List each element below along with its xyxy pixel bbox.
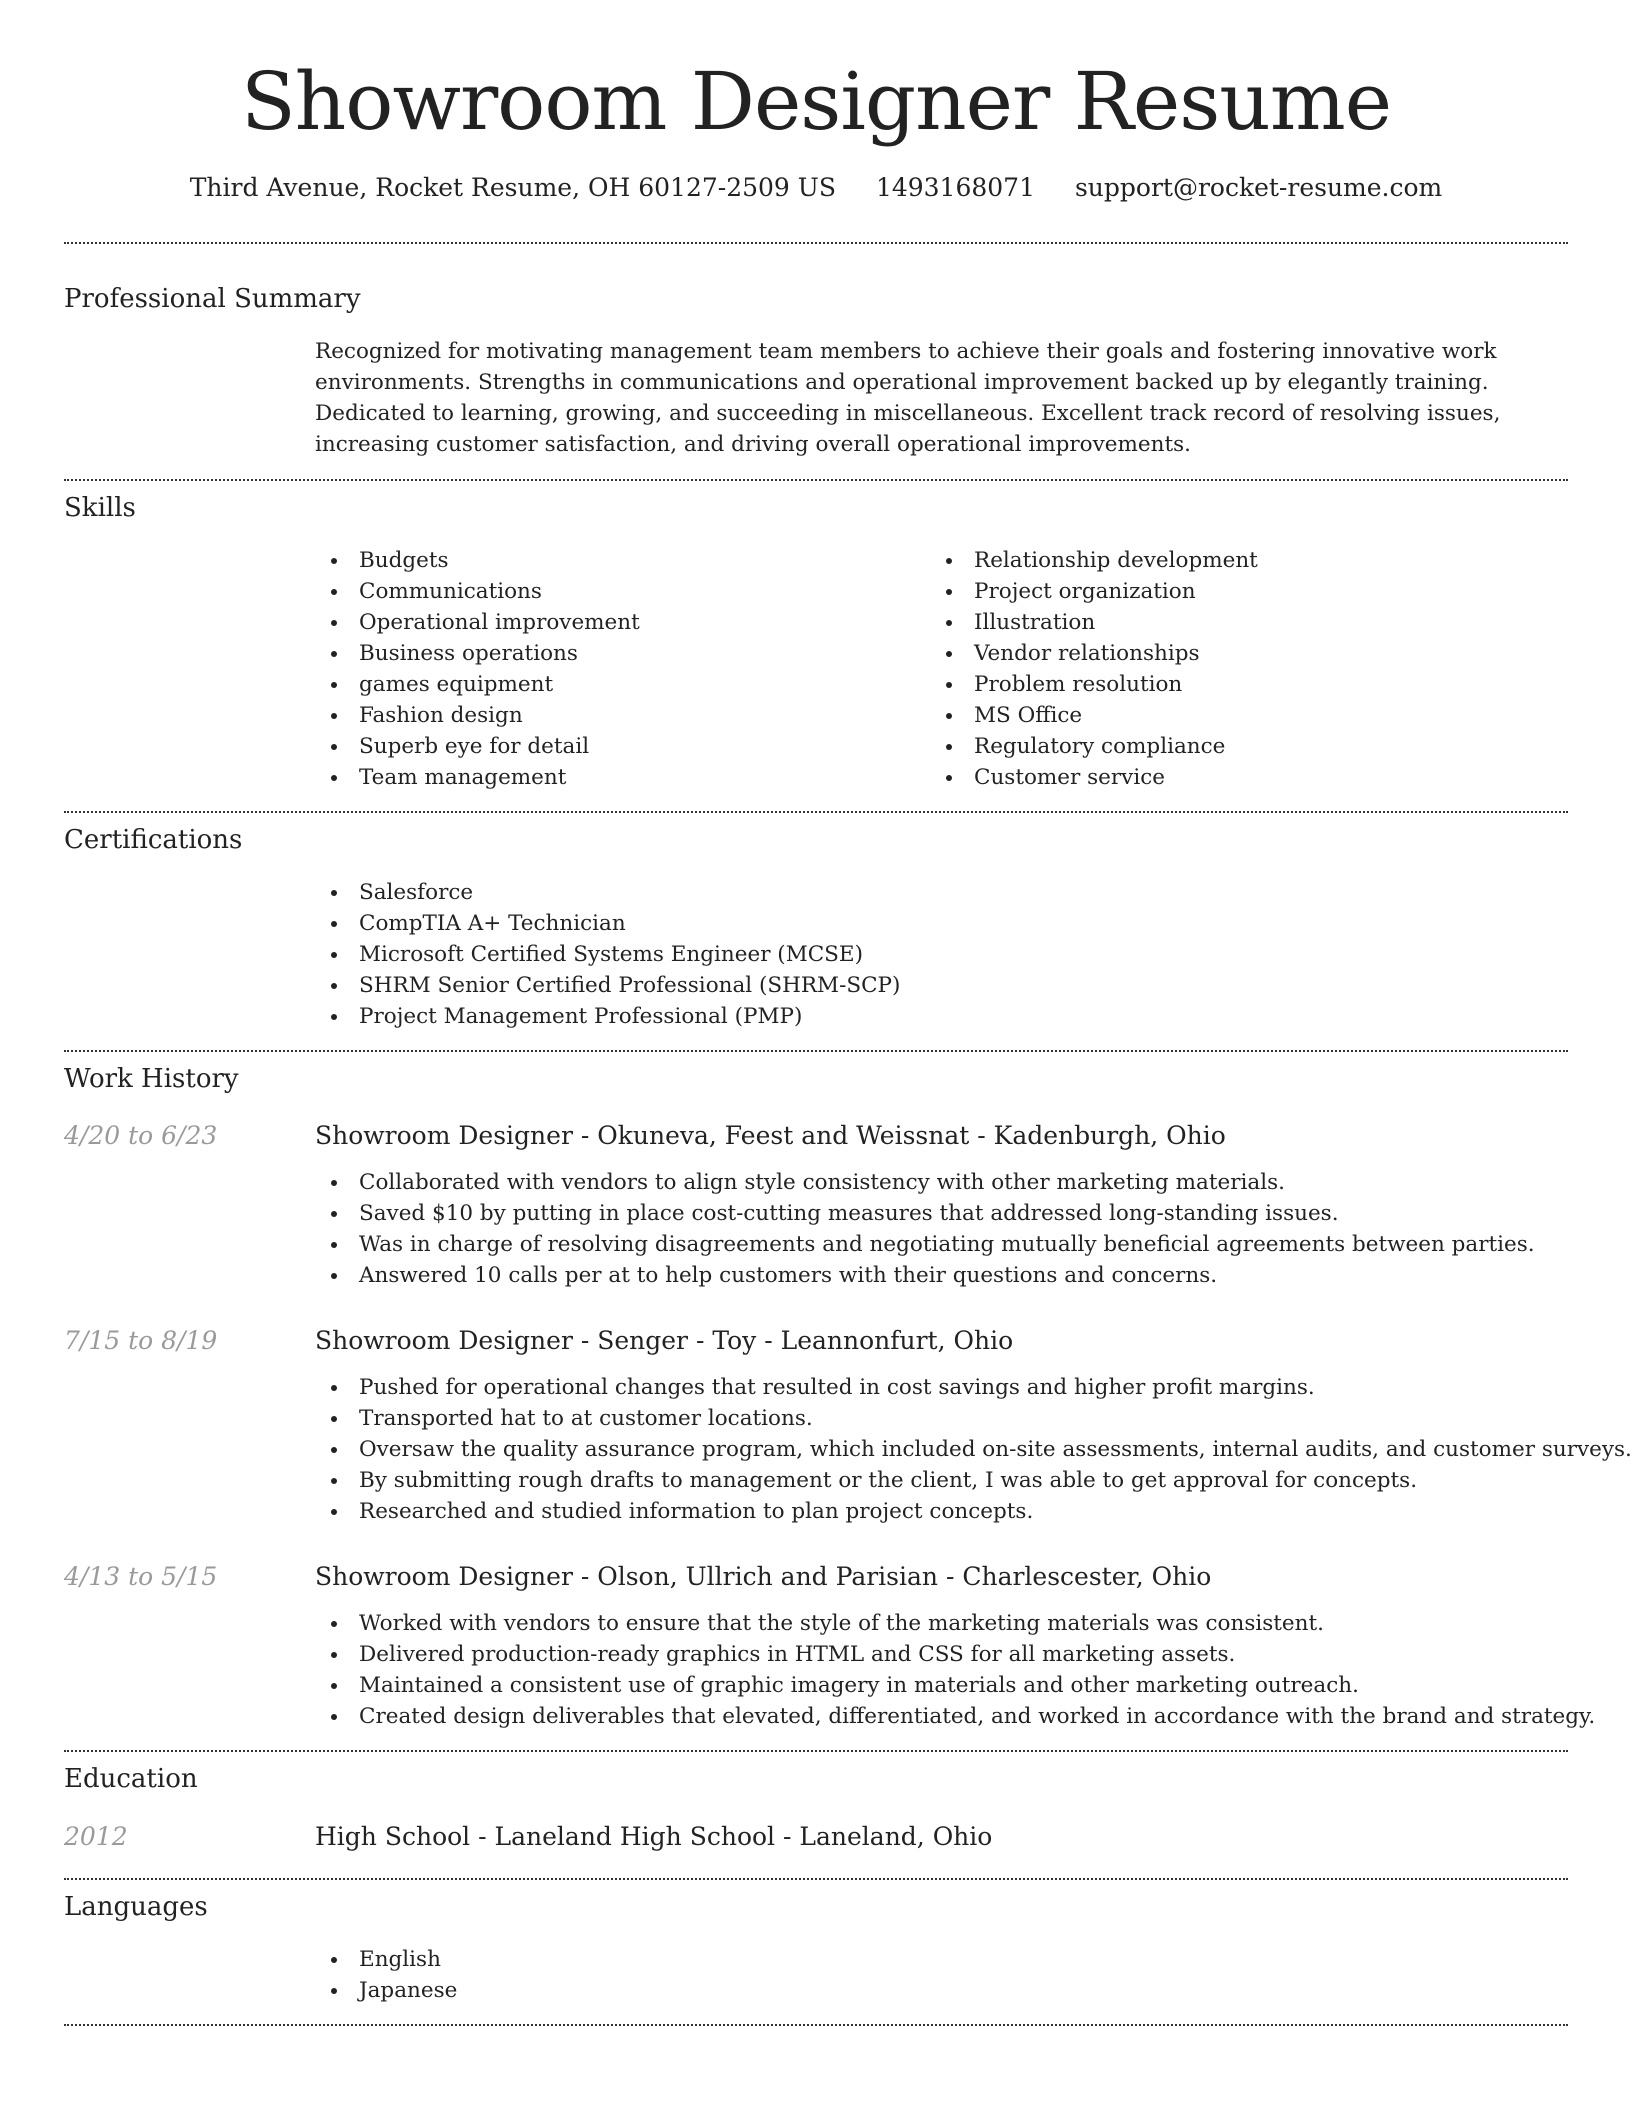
list-item: English (315, 1944, 1568, 1975)
list-item: MS Office (930, 700, 1545, 731)
job-dates: 7/15 to 8/19 (64, 1326, 218, 1355)
work-history-section (64, 1052, 1632, 1732)
list-item: Regulatory compliance (930, 731, 1545, 762)
education-heading: Education (64, 1764, 198, 1794)
certifications-heading: Certifications (64, 825, 243, 855)
list-item: Customer service (930, 762, 1545, 793)
list-item: Project organization (930, 576, 1545, 607)
list-item: Saved $10 by putting in place cost-cutting measures that addressed long-standing issues. (315, 1198, 1568, 1229)
summary-text: Recognized for motivating management team members to achieve their goals and fostering innovative work environments. Strengths in communications and operational improvement backed up by elegantly training. Dedicated to learning, growing, and succeeding in miscellaneous. Excellent track record of resolving issues, increasing customer satisfaction, and driving overall operational improvements. (315, 339, 1501, 457)
skills-section (64, 481, 1568, 793)
list-item: Vendor relationships (930, 638, 1545, 669)
resume-header (64, 0, 1568, 206)
list-item: Worked with vendors to ensure that the style of the marketing materials was consistent. (315, 1608, 1568, 1639)
list-item: Created design deliverables that elevated, differentiated, and worked in accordance with the brand and strategy. (315, 1701, 1568, 1732)
job-entry (64, 1119, 1568, 1291)
certifications-list (315, 877, 1568, 1032)
list-item: Maintained a consistent use of graphic imagery in materials and other marketing outreach. (315, 1670, 1568, 1701)
list-item: Answered 10 calls per at to help customers with their questions and concerns. (315, 1260, 1568, 1291)
list-item: Delivered production-ready graphics in HTML and CSS for all marketing assets. (315, 1639, 1568, 1670)
list-item: Budgets (315, 545, 930, 576)
list-item: By submitting rough drafts to management or the client, I was able to get approval for concepts. (315, 1465, 1568, 1496)
list-item: Fashion design (315, 700, 930, 731)
languages-list (315, 1944, 1568, 2006)
list-item: Operational improvement (315, 607, 930, 638)
certifications-section (64, 813, 1568, 1032)
education-year: 2012 (64, 1822, 128, 1851)
languages-section (64, 1880, 1568, 2006)
list-item: Oversaw the quality assurance program, which included on-site assessments, internal audits, and customer surveys. (315, 1434, 1568, 1465)
list-item: Communications (315, 576, 930, 607)
contact-info (64, 170, 1568, 206)
education-heading-text: High School - Laneland High School - Laneland, Ohio (315, 1822, 993, 1851)
job-dates: 4/13 to 5/15 (64, 1562, 218, 1591)
list-item: Pushed for operational changes that resulted in cost savings and higher profit margins. (315, 1372, 1568, 1403)
list-item: Project Management Professional (PMP) (315, 1001, 1568, 1032)
summary-section (64, 244, 1568, 460)
section-divider (64, 2024, 1568, 2026)
education-section (64, 1752, 1568, 1854)
work-history-heading: Work History (64, 1064, 239, 1094)
list-item: Superb eye for detail (315, 731, 930, 762)
job-dates: 4/20 to 6/23 (64, 1121, 218, 1150)
list-item: CompTIA A+ Technician (315, 908, 1568, 939)
list-item: Team management (315, 762, 930, 793)
list-item: Salesforce (315, 877, 1568, 908)
list-item: SHRM Senior Certified Professional (SHRM-SCP) (315, 970, 1568, 1001)
job-heading: Showroom Designer - Okuneva, Feest and Weissnat - Kadenburgh, Ohio (315, 1121, 1226, 1150)
list-item: Transported hat to at customer locations. (315, 1403, 1568, 1434)
list-item: Collaborated with vendors to align style consistency with other marketing materials. (315, 1167, 1568, 1198)
summary-heading: Professional Summary (64, 284, 361, 314)
education-entry (64, 1820, 1568, 1854)
contact-phone: 1493168071 (875, 173, 1035, 202)
job-bullets (315, 1167, 1568, 1291)
list-item: Relationship development (930, 545, 1545, 576)
list-item: Japanese (315, 1975, 1568, 2006)
skills-list-right (930, 545, 1545, 793)
list-item: Was in charge of resolving disagreements and negotiating mutually beneficial agreements between parties. (315, 1229, 1568, 1260)
skills-list-left (315, 545, 930, 793)
resume-title: Showroom Designer Resume (240, 55, 1392, 148)
job-bullets (315, 1372, 1632, 1527)
contact-address: Third Avenue, Rocket Resume, OH 60127-2509 US (189, 173, 836, 202)
job-heading: Showroom Designer - Olson, Ullrich and Parisian - Charlescester, Ohio (315, 1562, 1212, 1591)
skills-heading: Skills (64, 493, 136, 523)
job-entry (64, 1560, 1596, 1732)
job-entry (64, 1324, 1632, 1527)
list-item: Microsoft Certified Systems Engineer (MCSE) (315, 939, 1568, 970)
list-item: Researched and studied information to plan project concepts. (315, 1496, 1568, 1527)
list-item: games equipment (315, 669, 930, 700)
job-heading: Showroom Designer - Senger - Toy - Leannonfurt, Ohio (315, 1326, 1014, 1355)
contact-email: support@rocket-resume.com (1074, 173, 1443, 202)
list-item: Illustration (930, 607, 1545, 638)
languages-heading: Languages (64, 1892, 208, 1922)
list-item: Problem resolution (930, 669, 1545, 700)
job-bullets (315, 1608, 1596, 1732)
list-item: Business operations (315, 638, 930, 669)
